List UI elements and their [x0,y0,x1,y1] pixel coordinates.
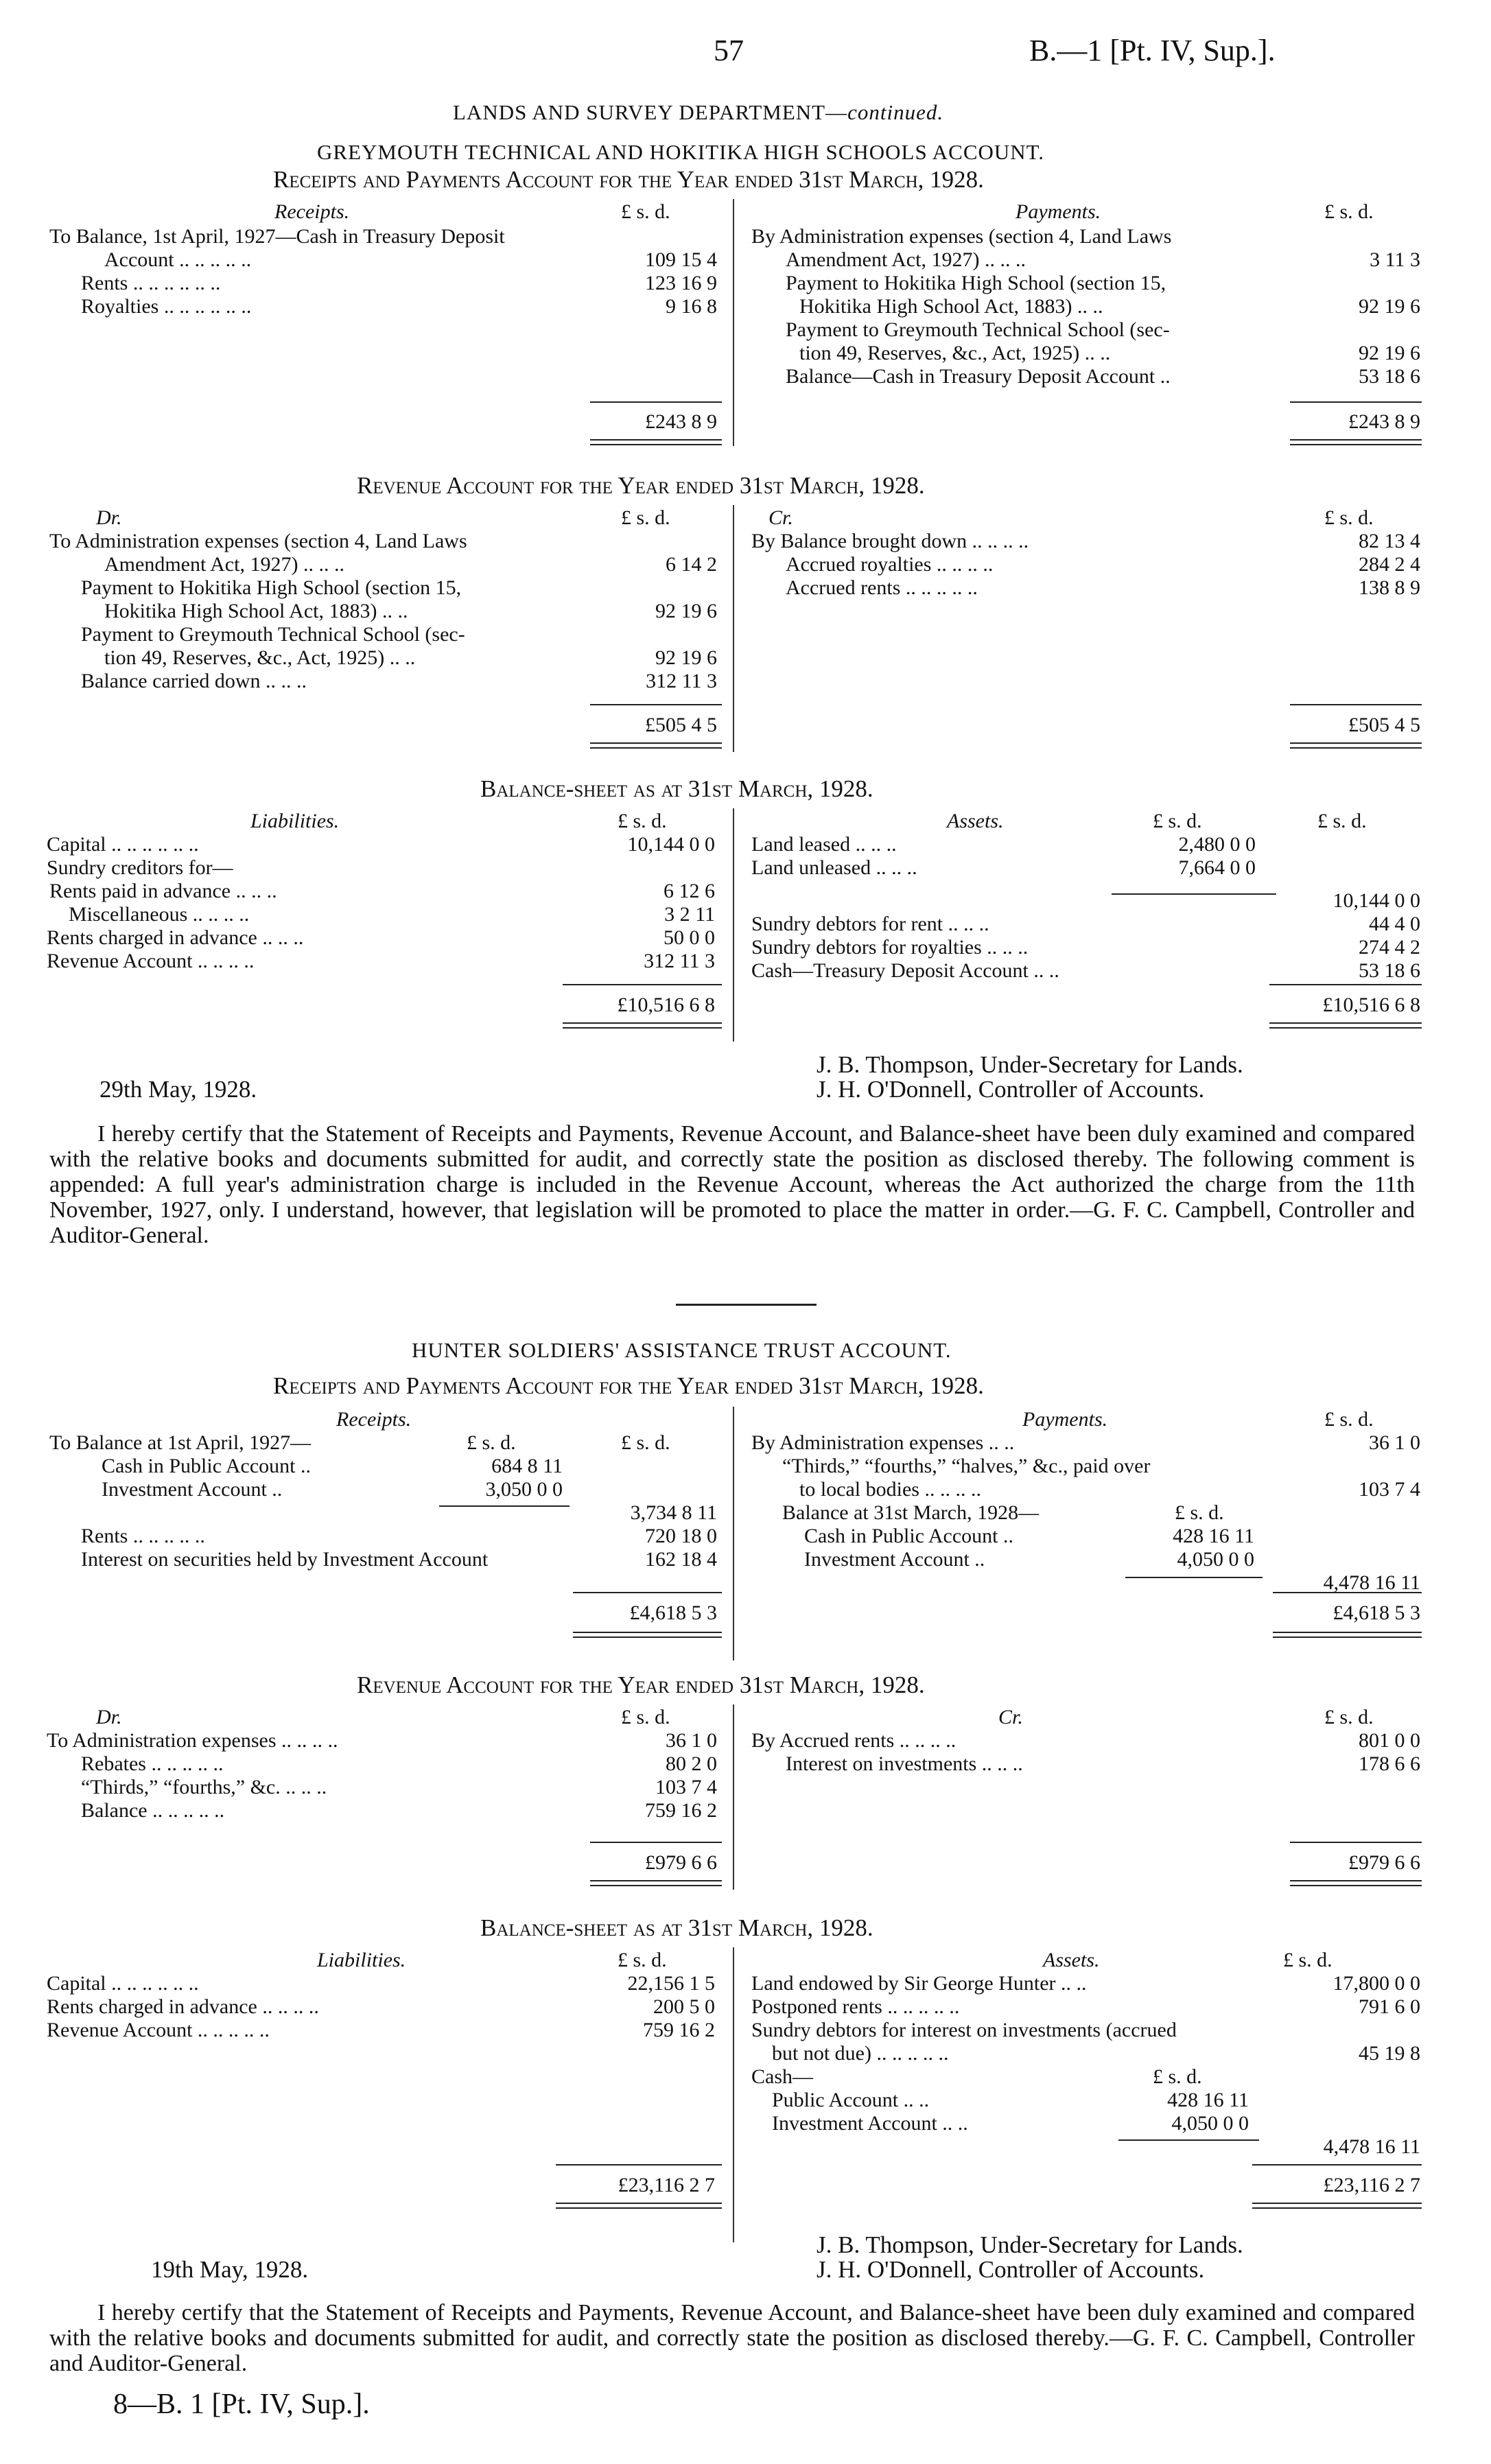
debit-row: tion 49, Reserves, &c., Act, 1925) .. .. [104,646,416,669]
debit-row: Balance carried down .. .. .. [81,670,307,692]
receipt-row: Investment Account .. [102,1478,283,1501]
signature-under-secretary: J. B. Thompson, Under-Secretary for Lands. [817,2231,1243,2258]
payment-row: Balance—Cash in Treasury Deposit Account .. [786,365,1171,388]
payment-row: Payment to Greymouth Technical School (sec- [786,318,1170,341]
asset-row: Investment Account .. .. [772,2112,968,2135]
lsd-heading: £ s. d. [1317,810,1367,832]
payment-value: 4,050 0 0 [1177,1548,1254,1571]
dr-heading: Dr. [96,506,122,529]
receipt-row: Rents .. .. .. .. .. .. [81,272,221,294]
asset-subtotal: 4,478 16 11 [1323,2135,1420,2158]
lsd-heading: £ s. d. [618,1949,667,1971]
credit-row: Interest on investments .. .. .. [786,1752,1023,1775]
debit-row: Hokitika High School Act, 1883) .. .. [104,600,408,622]
receipt-row: Cash in Public Account .. [102,1455,311,1477]
debit-value: 759 16 2 [645,1799,717,1822]
lsd-heading: £ s. d. [621,200,670,223]
account-2-title: HUNTER SOLDIERS' ASSISTANCE TRUST ACCOUNT. [412,1338,952,1362]
credit-value: 801 0 0 [1359,1729,1420,1752]
liabilities-heading: Liabilities. [317,1949,406,1971]
section-divider [676,1304,817,1306]
receipt-value: 162 18 4 [645,1548,717,1571]
debit-value: 80 2 0 [666,1752,717,1775]
payment-row: By Administration expenses (section 4, Land Laws [751,225,1172,248]
liability-row: Revenue Account .. .. .. .. [47,950,255,972]
payment-row: Amendment Act, 1927) .. .. .. [786,248,1026,271]
credit-value: 138 8 9 [1359,576,1420,599]
payment-value: 36 1 0 [1369,1431,1420,1454]
asset-row: Land endowed by Sir George Hunter .. .. [751,1972,1087,1995]
liabilities-heading: Liabilities. [250,810,340,832]
assets-total: £23,116 2 7 [1323,2174,1420,2196]
document-reference: B.—1 [Pt. IV, Sup.]. [1029,34,1276,67]
audit-certificate: I hereby certify that the Statement of Receipts and Payments, Revenue Account, and Balance-sheet have been duly examined and compared with the relative books and documents submitted for audit, and correctly state the position as disclosed thereby. The following comment is appended: A full year's administration charge is included in the Revenue Account, whereas the Act authorized the charge from the 11th November, 1927, only. I understand, however, that legislation will be promoted to place the matter in order.—G. F. C. Campbell, Controller and Auditor-General. [49,1121,1415,1248]
liability-row: Rents paid in advance .. .. .. [49,880,277,902]
debit-row: Balance .. .. .. .. .. [81,1799,225,1822]
asset-row: Sundry debtors for royalties .. .. .. [751,936,1029,959]
audit-certificate: I hereby certify that the Statement of Receipts and Payments, Revenue Account, and Balance-sheet have been duly examined and compared with the relative books and documents submitted for audit, and correctly state the position as disclosed thereby.—G. F. C. Campbell, Controller and Auditor-General. [49,2300,1415,2376]
asset-value: 45 19 8 [1359,2042,1420,2065]
liability-row: Capital .. .. .. .. .. .. [47,1972,199,1995]
debit-row: Payment to Hokitika High School (section 15, [81,576,462,599]
receipts-total: £4,618 5 3 [629,1601,717,1624]
liability-row: Rents charged in advance .. .. .. .. [47,1995,319,2018]
debit-value: 312 11 3 [646,670,717,692]
signature-under-secretary: J. B. Thompson, Under-Secretary for Lands. [817,1051,1243,1078]
receipt-row: Royalties .. .. .. .. .. .. [81,295,252,318]
asset-value: 17,800 0 0 [1332,1972,1420,1995]
debit-value: 36 1 0 [666,1729,717,1752]
receipt-row: To Balance at 1st April, 1927— [49,1431,312,1454]
lsd-heading: £ s. d. [1153,810,1202,832]
payments-total: £243 8 9 [1348,410,1420,433]
credit-total: £979 6 6 [1348,1851,1420,1874]
credit-total: £505 4 5 [1348,714,1420,736]
debit-row: To Administration expenses (section 4, Land Laws [49,530,467,552]
credit-row: Accrued royalties .. .. .. .. [786,553,994,576]
cr-heading: Cr. [768,506,793,529]
debit-value: 92 19 6 [655,600,717,622]
liability-value: 50 0 0 [664,926,715,949]
asset-subtotal: 10,144 0 0 [1332,889,1420,912]
debit-value: 6 14 2 [666,553,717,576]
asset-value: 2,480 0 0 [1178,833,1256,856]
liabilities-total: £23,116 2 7 [618,2174,715,2196]
lsd-heading: £ s. d. [1324,506,1374,529]
credit-value: 284 2 4 [1359,553,1420,576]
date-line: 29th May, 1928. [99,1076,257,1103]
credit-value: 82 13 4 [1359,530,1420,552]
debit-total: £505 4 5 [645,714,717,736]
payment-value: 53 18 6 [1359,365,1420,388]
asset-row: Cash—Treasury Deposit Account .. .. [751,959,1059,982]
receipts-total: £243 8 9 [645,410,717,433]
asset-value: 7,664 0 0 [1178,856,1256,879]
liability-value: 10,144 0 0 [627,833,715,856]
credit-row: By Accrued rents .. .. .. .. [751,1729,956,1752]
lsd-heading: £ s. d. [1175,1501,1224,1524]
asset-row: Cash— [751,2065,813,2088]
lsd-heading: £ s. d. [1283,1949,1332,1971]
payment-row: to local bodies .. .. .. .. [799,1478,981,1501]
liabilities-total: £10,516 6 8 [617,994,715,1016]
asset-row: but not due) .. .. .. .. .. [772,2042,949,2065]
liability-row: Capital .. .. .. .. .. .. [47,833,199,856]
payment-value: 3 11 3 [1370,248,1420,271]
asset-value: 53 18 6 [1359,959,1420,982]
receipt-value: 9 16 8 [666,295,717,318]
payment-value: 92 19 6 [1359,295,1420,318]
debit-row: Payment to Greymouth Technical School (sec- [81,623,465,646]
receipt-value: 123 16 9 [645,272,717,294]
credit-row: Accrued rents .. .. .. .. .. [786,576,978,599]
account-1-title: GREYMOUTH TECHNICAL AND HOKITIKA HIGH SCHOOLS ACCOUNT. [317,140,1045,164]
debit-row: Amendment Act, 1927) .. .. .. [104,553,344,576]
asset-value: 428 16 11 [1167,2089,1249,2111]
liability-value: 312 11 3 [644,950,715,972]
date-line: 19th May, 1928. [151,2256,309,2283]
assets-heading: Assets. [1043,1949,1100,1971]
liability-value: 3 2 11 [664,903,715,926]
payment-row: Payment to Hokitika High School (section 15, [786,272,1166,294]
payments-heading: Payments. [1022,1408,1108,1431]
payment-value: 92 19 6 [1359,342,1420,364]
receipts-heading: Receipts. [336,1408,412,1431]
liability-value: 22,156 1 5 [627,1972,715,1995]
payment-value: 428 16 11 [1173,1525,1254,1547]
payment-row: Investment Account .. [804,1548,985,1571]
debit-row: Rebates .. .. .. .. .. [81,1752,224,1775]
liability-row: Sundry creditors for— [47,856,233,879]
asset-row: Sundry debtors for rent .. .. .. [751,913,989,935]
asset-value: 4,050 0 0 [1171,2112,1249,2135]
page-number: 57 [714,34,744,67]
liability-value: 6 12 6 [664,880,715,902]
payments-heading: Payments. [1015,200,1101,223]
payments-total: £4,618 5 3 [1332,1601,1420,1624]
asset-value: 791 6 0 [1359,1995,1420,2018]
receipt-value: 3,050 0 0 [485,1478,563,1501]
debit-value: 92 19 6 [655,646,717,669]
receipt-subtotal: 3,734 8 11 [630,1501,717,1524]
payment-row: tion 49, Reserves, &c., Act, 1925) .. .. [799,342,1111,364]
liability-value: 759 16 2 [643,2019,715,2041]
debit-row: To Administration expenses .. .. .. .. [47,1729,338,1752]
lsd-heading: £ s. d. [1153,2065,1202,2088]
asset-row: Land leased .. .. .. [751,833,897,856]
signature-controller: J. H. O'Donnell, Controller of Accounts. [817,2256,1205,2283]
payment-value: 103 7 4 [1359,1478,1420,1501]
payment-subtotal: 4,478 16 11 [1323,1571,1420,1594]
liability-value: 200 5 0 [653,1995,715,2018]
asset-value: 274 4 2 [1359,936,1420,959]
credit-row: By Balance brought down .. .. .. .. [751,530,1029,552]
payment-row: Cash in Public Account .. [804,1525,1013,1547]
account-1-revenue-title: Revenue Account for the Year ended 31st March, 1928. [357,472,925,499]
footer-signature: 8—B. 1 [Pt. IV, Sup.]. [113,2389,370,2420]
payment-row: Hokitika High School Act, 1883) .. .. [799,295,1103,318]
lsd-heading: £ s. d. [621,1706,670,1728]
liability-row: Revenue Account .. .. .. .. .. [47,2019,270,2041]
account-1-rp-title: Receipts and Payments Account for the Year ended 31st March, 1928. [273,166,984,193]
debit-total: £979 6 6 [645,1851,717,1874]
lsd-heading: £ s. d. [1324,1706,1374,1728]
account-1-balance-title: Balance-sheet as at 31st March, 1928. [480,775,873,802]
asset-row: Land unleased .. .. .. [751,856,917,879]
lsd-heading: £ s. d. [1324,1408,1374,1431]
signature-controller: J. H. O'Donnell, Controller of Accounts. [817,1076,1205,1103]
asset-row: Public Account .. .. [772,2089,930,2111]
asset-value: 44 4 0 [1369,913,1420,935]
cr-heading: Cr. [998,1706,1023,1728]
receipt-value: 109 15 4 [645,248,717,271]
account-2-rp-title: Receipts and Payments Account for the Year ended 31st March, 1928. [273,1372,984,1399]
lsd-heading: £ s. d. [618,810,667,832]
receipt-row: Rents .. .. .. .. .. [81,1525,205,1547]
payment-row: Balance at 31st March, 1928— [782,1501,1040,1524]
debit-value: 103 7 4 [655,1776,717,1798]
account-2-revenue-title: Revenue Account for the Year ended 31st March, 1928. [357,1671,925,1698]
lsd-heading: £ s. d. [467,1431,516,1454]
lsd-heading: £ s. d. [621,1431,670,1454]
liability-row: Rents charged in advance .. .. .. [47,926,304,949]
lsd-heading: £ s. d. [1324,200,1374,223]
department-heading: LANDS AND SURVEY DEPARTMENT—continued. [453,100,944,124]
lsd-heading: £ s. d. [621,506,670,529]
account-2-balance-title: Balance-sheet as at 31st March, 1928. [480,1914,873,1941]
assets-total: £10,516 6 8 [1322,994,1420,1016]
receipt-row: To Balance, 1st April, 1927—Cash in Treasury Deposit [49,225,505,248]
payment-row: “Thirds,” “fourths,” “halves,” &c., paid over [782,1455,1151,1477]
receipts-heading: Receipts. [274,200,350,223]
credit-value: 178 6 6 [1359,1752,1420,1775]
receipt-row: Account .. .. .. .. .. [104,248,252,271]
receipt-row: Interest on securities held by Investment Account [81,1548,489,1571]
receipt-value: 720 18 0 [645,1525,717,1547]
receipt-value: 684 8 11 [491,1455,563,1477]
dr-heading: Dr. [96,1706,122,1728]
payment-row: By Administration expenses .. .. [751,1431,1015,1454]
liability-row: Miscellaneous .. .. .. .. [69,903,250,926]
assets-heading: Assets. [947,810,1004,832]
asset-row: Sundry debtors for interest on investments (accrued [751,2019,1177,2041]
asset-row: Postponed rents .. .. .. .. .. [751,1995,960,2018]
debit-row: “Thirds,” “fourths,” &c. .. .. .. [81,1776,327,1798]
